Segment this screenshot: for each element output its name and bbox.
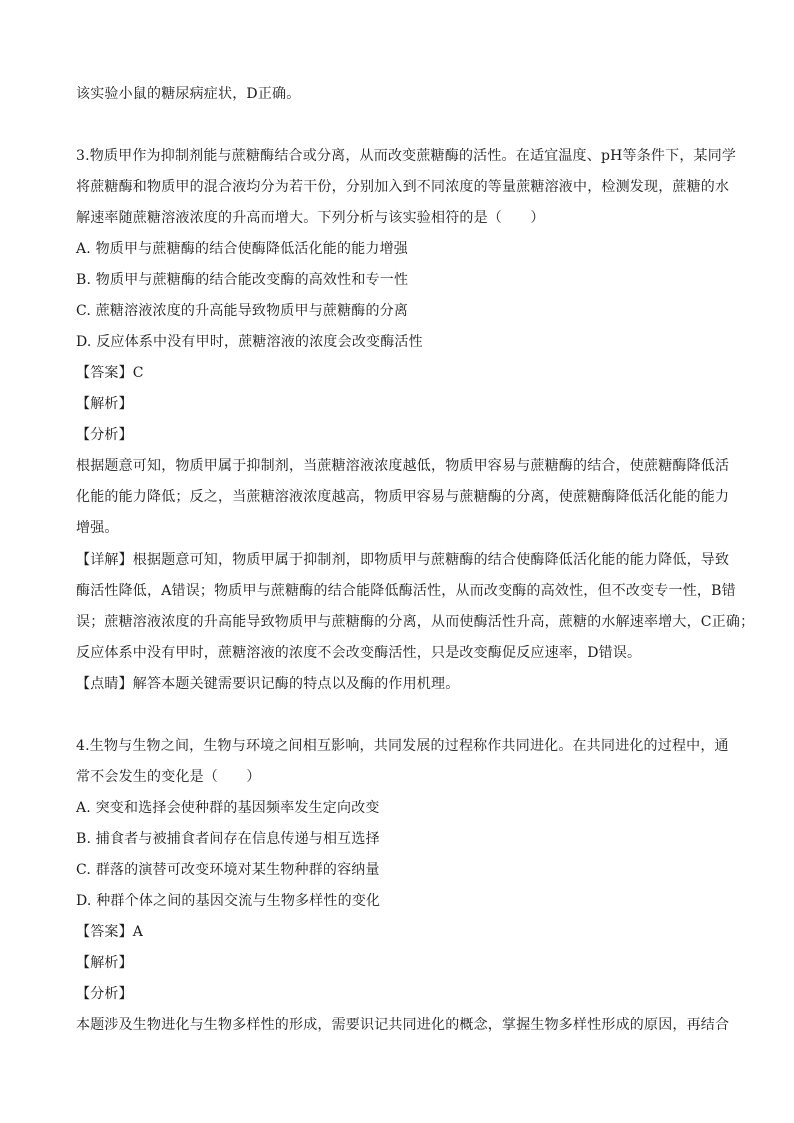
q3-stem-line-3: 解速率随蔗糖溶液浓度的升高而增大。下列分析与该实验相符的是（ ）: [76, 210, 545, 226]
q3-analysis-line-3: 增强。: [76, 520, 119, 536]
q4-jiexi-label: 【解析】: [76, 955, 133, 971]
q3-detail-line-4: 反应体系中没有甲时，蔗糖溶液的浓度不会改变酶活性，只是改变酶促反应速率，D错误。: [76, 645, 642, 661]
q4-analysis-line-1: 本题涉及生物进化与生物多样性的形成，需要识记共同进化的概念，掌握生物多样性形成的原因，再结合: [76, 1017, 730, 1033]
q4-option-d: D. 种群个体之间的基因交流与生物多样性的变化: [76, 893, 381, 909]
q3-stem-line-2: 将蔗糖酶和物质甲的混合液均分为若干份，分别加入到不同浓度的等量蔗糖溶液中，检测发现，蔗糖的水: [76, 179, 730, 195]
q3-option-c: C. 蔗糖溶液浓度的升高能导致物质甲与蔗糖酶的分离: [76, 303, 409, 319]
q3-answer: 【答案】C: [76, 365, 144, 381]
q3-option-b: B. 物质甲与蔗糖酶的结合能改变酶的高效性和专一性: [76, 272, 409, 288]
q4-stem-line-1: 4.生物与生物之间，生物与环境之间相互影响，共同发展的过程称作共同进化。在共同进化的过程中，通: [76, 738, 729, 754]
q4-option-b: B. 捕食者与被捕食者间存在信息传递与相互选择: [76, 831, 380, 847]
q3-detail-line-3: 误；蔗糖溶液浓度的升高能导致物质甲与蔗糖酶的分离，从而使酶活性升高，蔗糖的水解速率增大，C正确；: [76, 614, 755, 630]
q4-stem-line-2: 常不会发生的变化是（ ）: [76, 769, 261, 785]
q4-option-a: A. 突变和选择会使种群的基因频率发生定向改变: [76, 800, 380, 816]
q3-analysis-line-1: 根据题意可知，物质甲属于抑制剂，当蔗糖溶液浓度越低，物质甲容易与蔗糖酶的结合，使蔗糖酶降低活: [76, 458, 730, 474]
q3-analysis-line-2: 化能的能力降低；反之，当蔗糖溶液浓度越高，物质甲容易与蔗糖酶的分离，使蔗糖酶降低活化能的能力: [76, 489, 730, 505]
q3-stem-line-1: 3.物质甲作为抑制剂能与蔗糖酶结合或分离，从而改变蔗糖酶的活性。在适宜温度、pH等条件下，某同学: [76, 148, 737, 164]
q4-answer: 【答案】A: [76, 924, 144, 940]
q4-option-c: C. 群落的演替可改变环境对某生物种群的容纳量: [76, 862, 380, 878]
q3-detail-line-2: 酶活性降低，A错误；物质甲与蔗糖酶的结合能降低酶活性，从而改变酶的高效性，但不改变专一性，B错: [76, 583, 736, 599]
q3-jiexi-label: 【解析】: [76, 396, 133, 412]
q3-option-a: A. 物质甲与蔗糖酶的结合使酶降低活化能的能力增强: [76, 241, 409, 257]
q3-detail-line-1: 【详解】根据题意可知，物质甲属于抑制剂，即物质甲与蔗糖酶的结合使酶降低活化能的能力降低，导致: [76, 552, 730, 568]
q3-tip: 【点睛】解答本题关键需要识记酶的特点以及酶的作用机理。: [76, 676, 460, 692]
q4-fenxi-label: 【分析】: [76, 986, 133, 1002]
intro-text: 该实验小鼠的糖尿病症状，D正确。: [76, 86, 301, 102]
q3-fenxi-label: 【分析】: [76, 427, 133, 443]
q3-option-d: D. 反应体系中没有甲时，蔗糖溶液的浓度会改变酶活性: [76, 334, 423, 350]
